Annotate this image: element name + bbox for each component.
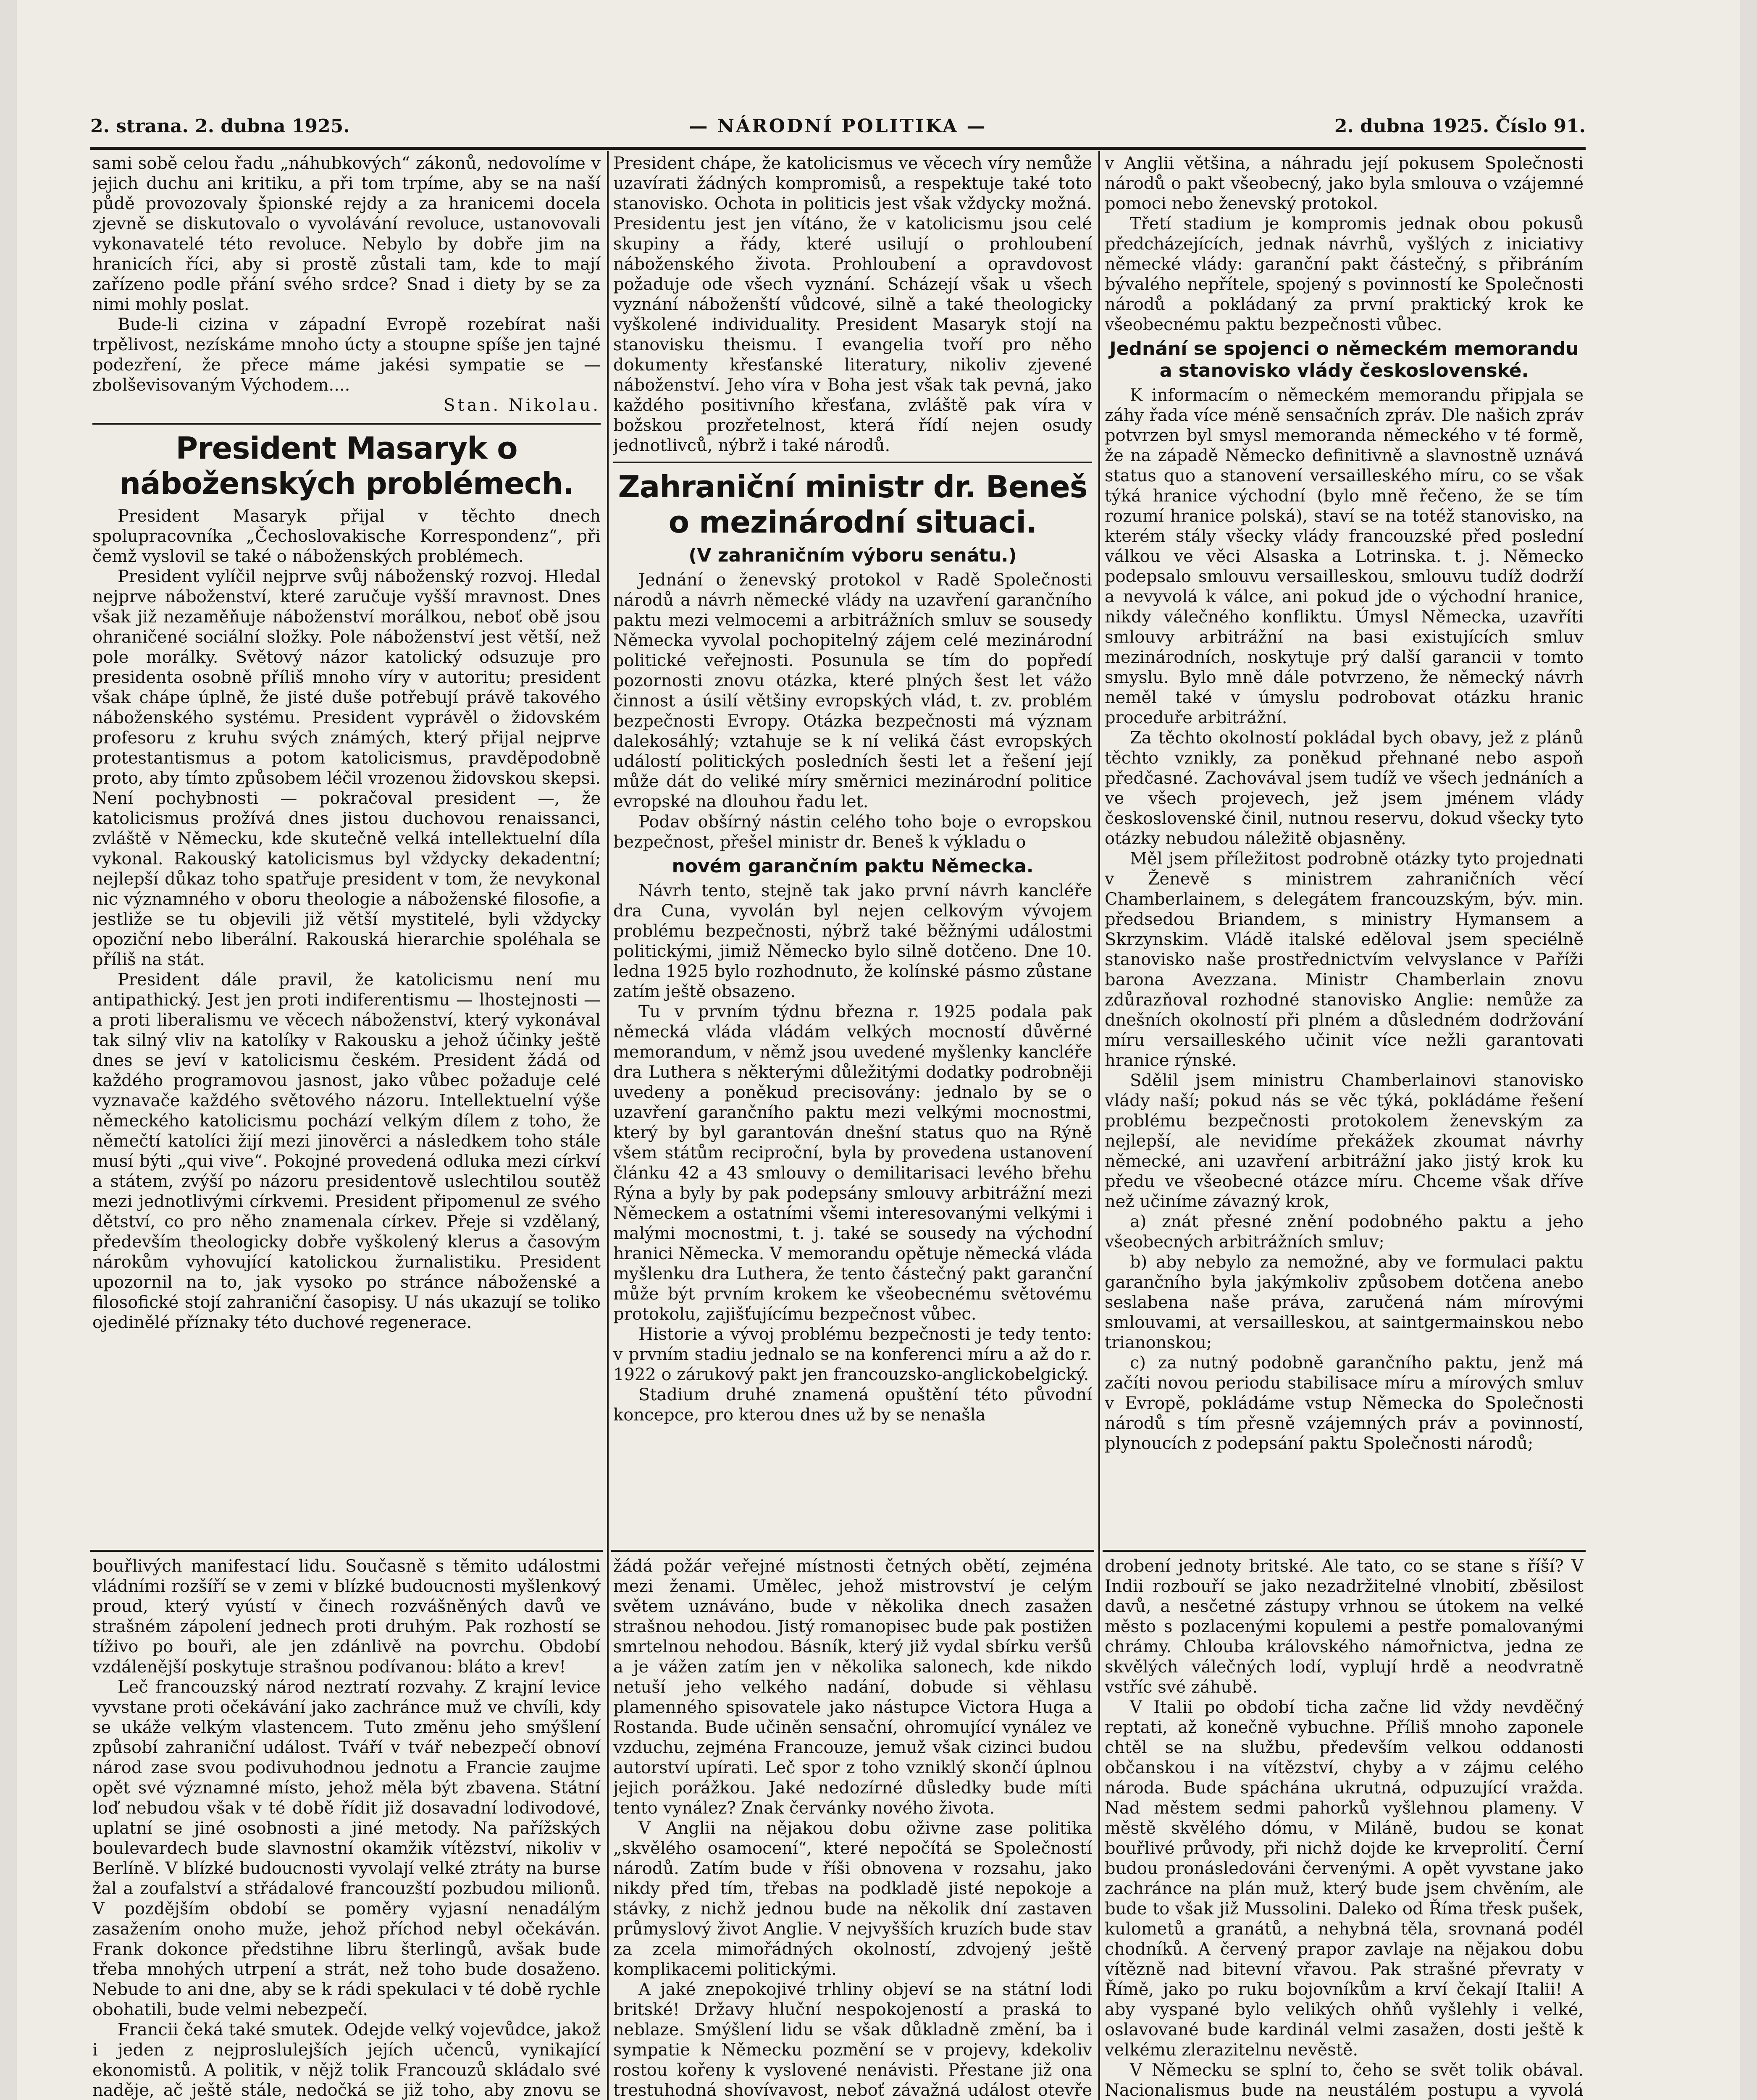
column-1-top	[92, 153, 601, 1548]
header-masthead: — NÁRODNÍ POLITIKA —	[689, 116, 987, 137]
col3-paragraph-5: Měl jsem příležitost podrobně otázky tyto projednati v Ženevě s ministrem zahraničních věcí Chamberlainem, s delegátem francouzským, býv. min. předsedou Briandem, s ministry Hymansem a Skrzynskim. Vládě italské eděloval jsem speciélně stanovisko naše prostřednictvím velvyslance v Paříži barona Avezzana. Ministr Chamberlain znovu zdůrazňoval rozhodné stanovisko Anglie: nemůže za dnešních okolností při plném a důsledném dodržování míru versailleského učinit více nežli garantovati hranice rýnské.	[1105, 849, 1584, 1070]
col1-bottom-text: bouřlivých manifestací lidu. Současně s těmito událostmi vládními rozšíří se v zemi v blízké budoucnosti myšlenkový proud, který vyústí v činech rozvášněných davů ve strašném zápolení jednech proti druhým. Pak rozhostí se tíživo po bouři, ale jen zdánlivě na povrchu. Období vzdálenější poskytuje strašnou podívanou: bláto a krev!	[92, 1557, 601, 1677]
column-3-top	[1105, 153, 1584, 1548]
col3-intro: v Anglii většina, a náhradu její pokusem Společnosti národů o pakt všeobecný, jako byla smlouva o vzájemné pomoci nebo ženevský protokol.	[1105, 154, 1584, 213]
column-1-bottom	[92, 1556, 601, 2100]
section-divider-1	[90, 1550, 603, 1552]
column-divider-1	[607, 151, 609, 2100]
masaryk-paragraph-2: President vylíčil nejprve svůj náboženský rozvoj. Hledal nejprve náboženství, které zaručuje vyšší mravnost. Dnes však již nezaměňuje náboženství morálkou, neboť obě jsou ohraničené sociální složky. Pole náboženství jest větší, než pole morálky. Světový názor katolický odsuzuje pro presidenta osobně příliš mnoho víry v autoritu; president však chápe úplně, že jisté duše potřebují právě takového náboženského systému. President vyprávěl o židovském profesoru z kruhu svých známých, který přijal nejprve protestantismus a potom katolicismus, pravděpodobně proto, aby tímto způsobem léčil vrozenou židovskou skepsi. Není pochybnosti — pokračoval president —, že katolicismus prožívá dnes jistou duchovou renaissanci, zvláště v Německu, kde skutečně velká intellektuelní díla vykonal. Rakouský katolicismus byl vždycky dekadentní; nejlepší důkaz toho spatřuje president v tom, že nevykonal nic významného v oboru theologie a náboženské filosofie, a jestliže se tu objevili již větší mystitelé, byli vždycky opoziční nebo liberální. Rakouská hierarchie spoléhala se příliš na stát.	[92, 567, 601, 969]
benes-paragraph-4: Tu v prvním týdnu března r. 1925 podala pak německá vláda vládám velkých mocností důvěrné memorandum, v němž jsou uvedené myšlenky kancléře dra Luthera s některými důležitými dodatky podrobněji uvedeny a poněkud precisovány: jednalo by se o uzavření garančního paktu mezi velkými mocnostmi, který by byl garantován dnešní status quo na Rýně všem státům reciproční, byla by provedena ustanovení článku 42 a 43 smlouvy o demilitarisaci levého břehu Rýna a byly by pak podepsány smlouvy arbitrážní mezi Německem a ostatními všemi interesovanými velkými i malými mocnostmi, t. j. také se sousedy na východní hranici Německa. V memorandu opětuje německá vláda myšlenku dra Luthera, že tento částečný pakt garanční může být prvním krokem ke všeobecnému světovému protokolu, zajišťujícímu bezpečnost vůbec.	[613, 1002, 1092, 1324]
benes-paragraph-5: Historie a vývoj problému bezpečnosti je tedy tento: v prvním stadiu jednalo se na konferenci míru a až do r. 1922 o zárukový pakt jen francouzsko-anglickobelgický.	[613, 1325, 1092, 1384]
col3-paragraph-3: K informacím o německém memorandu připjala se záhy řada více méně sensačních zpráv. Dle našich zpráv potvrzen byl smysl memoranda německého v té formě, že na západě Německo definitivně a slavnostně uznává status quo a stanovení versailleského míru, co se však týká hranice východní (bylo mně řečeno, že se tím rozumí hranice polská), staví se na totéž stanovisko, na kterém stály všecky vlády francouzské před poslední válkou ve věci Alsaska a Lotrinska. t. j. Německo podepsalo smlouvu versailleskou, smlouvu tudíž dodrží a nevyvolá k válce, ani pokud jde o východní hranice, nikdy válečného konfliktu. Úmysl Německa, uzavříti smlouvy arbitrážní na basi existujících smluv mezinárodních, noskytuje prý další garancii v tomto smyslu. Bylo mně dále potvrzeno, že německý návrh neměl také v úmyslu podrobovat otázku hranic proceduře arbitrážní.	[1105, 386, 1584, 727]
header-page-date: 2. strana. 2. dubna 1925.	[90, 116, 350, 137]
masaryk-paragraph-1: President Masaryk přijal v těchto dnech spolupracovníka „Čechoslovakische Korrespondenz“, při čemž vyslovil se také o náboženských problémech.	[92, 507, 601, 566]
article-byline: Stan. Nikolau.	[444, 396, 601, 415]
col3-paragraph-2: Třetí stadium je kompromis jednak obou pokusů předcházejících, jednak návrhů, vyšlých z iniciativy německé vlády: garanční pakt částečný, s přibráním bývalého nepřítele, spojený s povinností ke Společnosti národů a pokládaný za první praktický krok ke všeobecnému paktu bezpečnosti vůbec.	[1105, 214, 1584, 334]
header-date-issue: 2. dubna 1925. Číslo 91.	[1334, 116, 1586, 137]
col2-intro: President chápe, že katolicismus ve věcech víry nemůže uzavírati žádných kompromisů, a respektuje také toto stanovisko. Ochota in politicis jest však vždycky možná. Presidentu jest jen vítáno, že v katolicismu jsou celé skupiny a řády, které usilují o prohloubení náboženského života. Prohloubení a opravdovost požaduje ode všech vyznání. Scházejí však u všech vyznání náboženští vůdcové, silně a také theologicky vyškolené individuality. President Masaryk stojí na stanovisku theismu. I evangelia tvoří pro něho dokumenty křesťanské literatury, nikoliv zjevené náboženství. Jeho víra v Boha jest však tak pevná, jako každého positivního křesťana, zvláště pak víra v božskou prozřetelnost, která řídí nejen osudy jednotlivců, nýbrž i také národů.	[613, 154, 1092, 455]
masaryk-paragraph-3: President dále pravil, že katolicismu není mu antipathický. Jest jen proti indiferentismu — lhostejnosti — a proti liberalismu ve věcech náboženství, který vykonával tak silný vliv na katolíky v Rakousku a jehož účinky ještě dnes se jeví v katolicismu českém. President žádá od každého programovou jasnost, jako vůbec požaduje celé vyznavače každého světového názoru. Intellektuelní výše německého katolicismu pochází velkým dílem z toho, že němečtí katolíci žijí mezi jinověrci a následkem toho stále musí býti „qui vive“. Pokojné provedená odluka mezi církví a státem, zvýší po názoru presidentově uslechtilou soutěž mezi jednotlivými církvemi. President připomenul ze svého dětství, co pro něho znamenala církev. Přeje si vzdělaný, především theologicky dobře vyškolený klerus a časovým nárokům vyhovující katolickou žurnalistiku. President upozornil na to, jak vysoko po stránce náboženské a filosofické stojí zahraniční časopisy. U nás ukazují se toliko ojedinělé příznaky této duchové regenerace.	[92, 970, 601, 1332]
section-divider-3	[1103, 1550, 1586, 1552]
col2-bottom-paragraph-2: V Anglii na nějakou dobu oživne zase politika „skvělého osamocení“, které nepočítá se Společností národů. Zatím bude v říši obnovena v rozsahu, jako nikdy před tím, třebas na podkladě jisté nepokoje a stávky, z nichž jednou bude na několik dní zastaven průmyslový život Anglie. V nejvyšších kruzích bude stav za zcela mimořádných okolností, zdvojený ještě komplikacemi politickými.	[613, 1819, 1092, 1979]
page-header	[90, 116, 1586, 145]
col3-paragraph-4: Za těchto okolností pokládal bych obavy, jež z plánů těchto vznikly, za poněkud přehnané nebo aspoň předčasné. Zachovával jsem tudíž ve všech jednáních a ve všech projevech, jež jsem jménem vlády československé činil, nutnou reservu, dokud všecky tyto otázky nebudou náležitě objasněny.	[1105, 728, 1584, 848]
col3-bottom-paragraph-3: V Německu se splní to, čeho se svět tolik obával. Nacionalismus bude na neustálém postupu a vyvolá	[1105, 2061, 1584, 2100]
col2-bottom-text: žádá požár veřejné místnosti četných obětí, zejména mezi ženami. Umělec, jehož mistrovství je celým světem uznáváno, bude v několika dnech zasažen strašnou nehodou. Jistý romanopisec bude pak postižen smrtelnou nehodou. Básník, který již vydal sbírku veršů a je vážen zatím jen v několika salonech, kde nikdo netuší jeho velkého nadání, dobude si věhlasu plamenného spisovatele jako nástupce Victora Huga a Rostanda. Bude učiněn sensační, ohromující vynález ve vzduchu, zejména Francouze, jemuž však cizinci budou autorství upírati. Leč spor z toho vzniklý skončí úplnou jejich porážkou. Jaké nedozírné důsledky bude míti tento vynález? Znak červánky nového života.	[613, 1557, 1092, 1818]
col1-bottom-paragraph-2: Leč francouzský národ neztratí rozvahy. Z krajní levice vyvstane proti očekávání jako zachránce muž ve chvíli, kdy se ukáže velkým vlastencem. Tuto změnu jeho smýšlení způsobí zahraniční událost. Tváří v tvář nebezpečí obnoví národ zase svou podivuhodnou jednotu a Francie zaujme opět své významné místo, jehož měla být zbavena. Státní loď nebudou však v té době řídit již dosavadní lodivodové, uplatní se jiné osobnosti a jiné metody. Na pařížských boulevardech bude slavnostní okamžik vítězství, nikoliv v Berlíně. V blízké budoucnosti vyvolají velké ztráty na burse žal a zoufalství a střádalové francouzští pozbudou milionů. V pozdějším období se poměry vyjasní nenadálým zasažením onoho muže, jehož příchod nebyl očekáván. Frank dokonce předstihne libru šterlingů, avšak bude třeba mnohých utrpení a strát, než toho bude dosaženo. Nebude to ani dne, aby se k rádi spekulaci v té době rychle obohatili, bude velmi nebezpečí.	[92, 1677, 601, 2019]
column-2-top	[613, 153, 1092, 1548]
column-divider-2	[1098, 151, 1100, 2100]
article-divider	[92, 423, 601, 425]
column-2-bottom	[613, 1556, 1092, 2100]
col3-bottom-paragraph-2: V Italii po období ticha začne lid vždy nevděčný reptati, až konečně vybuchne. Příliš mnoho zaponele chtěl se na službu, především velkou oddanosti občanskou i na vítězství, chyby a v zájmu celého národa. Bude spáchána ukrutná, odpuzující vražda. Nad městem sedmi pahorků vyšlehnou plameny. V městě skvělého dómu, v Miláně, budou se konat bouřlivé průvody, při nichž dojde ke krveprolití. Černí budou pronásledováni červenými. A opět vyvstane jako zachránce na plán muž, který bude jsem chvěním, ale bude to však již Mussolini. Daleko od Říma třesk pušek, kulometů a granátů, a nehybná těla, srovnaná podél chodníků. A červený prapor zavlaje na nějakou dobu vítězně nad bitevní vřavou. Pak strašné převraty v Římě, jako po ruku bojovníkům a krví čekají Italii! A aby vyspané bylo velikých ohňů vyšlehly i velké, oslavované bude kardinál velmi zasažen, dosti ještě k velkému zlerazitelnu nevěstě.	[1105, 1698, 1584, 2060]
col1-bottom-paragraph-3: Francii čeká také smutek. Odejde velký vojevůdce, jakož i jeden z nejproslulejších jejích učenců, vynikající ekonomistů. A politik, v nějž tolik Francouzů skládalo své naděje, ač ještě stále, nedočká se již toho, aby znovu se	[92, 2020, 601, 2100]
header-rule	[90, 147, 1586, 150]
article-subtitle-benes: (V zahraničním výboru senátu.)	[688, 545, 1017, 566]
scan-shadow-left	[0, 0, 17, 2100]
col3-list-item-a: a) znát přesné znění podobného paktu a jeho všeobecných arbitrážních smluv;	[1105, 1212, 1584, 1252]
col1-intro: sami sobě celou řadu „náhubkových“ zákonů, nedovolíme v jejich duchu ani kritiku, a při tom trpíme, aby se na naší půdě provozovaly špionské rejdy a za hranicemi docela zjevně se diskutovalo o vyvolávání revoluce, ustanovovali vykonavatelé této revoluce. Nebylo by dobře jim na hranicích říci, aby si prostě zůstali tam, kde to mají zařízeno podle přání svého srdce? Snad i diety by se za nimi mohly poslat.	[92, 154, 601, 314]
column-3-bottom	[1105, 1556, 1584, 2100]
col3-list-item-c: c) za nutný podobně garančního paktu, jenž má začíti novou periodu stabilisace míru a mírových smluv v Evropě, pokládáme vstup Německa do Společnosti národů s tím přesně vzájemných práv a povinností, plynoucích z podepsání paktu Společnosti národů;	[1105, 1353, 1584, 1453]
scan-shadow-right	[1740, 0, 1757, 2100]
col3-list-item-b: b) aby nebylo za nemožné, aby ve formulaci paktu garančního byla jakýmkoliv způsobem dotčena anebo seslabena naše práva, zaručená nám mírovými smlouvami, at versailleskou, at saintgermainskou nebo trianonskou;	[1105, 1252, 1584, 1352]
col3-subhead: Jednání se spojenci o německém memorandu a stanovisko vlády československé.	[1109, 338, 1579, 381]
article-divider	[613, 462, 1092, 463]
section-divider-2	[611, 1550, 1094, 1552]
benes-paragraph-2: Podav obšírný nástin celého toho boje o evropskou bezpečnost, přešel ministr dr. Beneš k výkladu o	[613, 812, 1092, 852]
col1-paragraph: Bude-li cizina v západní Evropě rozebírat naši trpělivost, nezískáme mnoho úcty a stoupne spíše jen tajné podezření, že přece máme jakési sympatie se — zbolševisovaným Východem....	[92, 315, 601, 395]
article-headline-benes: Zahraniční ministr dr. Beneš o mezinárodní situaci.	[618, 469, 1087, 540]
benes-subhead: novém garančním paktu Německa.	[672, 856, 1034, 877]
col3-paragraph-6: Sdělil jsem ministru Chamberlainovi stanovisko vlády naší; pokud nás se věc týká, pokládáme řešení problému bezpečnosti protokolem ženevským za nejlepší, ale nevidíme překážek zkoumat návrhy německé, ani uzavření arbitrážní jako jistý krok ku předu ve všeobecné otázce míru. Chceme však dříve než učiníme závazný krok,	[1105, 1071, 1584, 1211]
col2-bottom-paragraph-3: A jaké znepokojivé trhliny objeví se na státní lodi britské! Državy hluční nespokojeností a praská to neblaze. Smýšlení lidu se však důkladně změní, ba i sympatie k Německu pozmění se v projevy, kdekoliv rostou kořeny k vyslovené nenávisti. Přestane již ona trestuhodná shovívavost, neboť závažná událost otevře	[613, 1980, 1092, 2100]
benes-paragraph-6: Stadium druhé znamená opuštění této původní koncepce, pro kterou dnes už by se nenašla	[613, 1385, 1092, 1425]
benes-paragraph-3: Návrh tento, stejně tak jako první návrh kancléře dra Cuna, vyvolán byl nejen celkovým vývojem problému bezpečnosti, nýbrž také běžnými událostmi politickými, jimiž Německo bylo silně dotčeno. Dne 10. ledna 1925 bylo rozhodnuto, že kolínské pásmo zůstane zatím ještě obsazeno.	[613, 881, 1092, 1001]
article-headline-masaryk: President Masaryk o náboženských problémech.	[119, 430, 574, 501]
col3-bottom-text: drobení jednoty britské. Ale tato, co se stane s říší? V Indii rozbouří se jako nezadržitelné vlnobití, zběsilost davů, a nesčetné zástupy vrhnou se útokem na velké město s pozlacenými kopulemi a pestře pomalovanými chrámy. Chlouba královského námořnictva, jedna ze skvělých válečných lodí, vyplují hrdě a neodvratně vstříc své záhubě.	[1105, 1557, 1584, 1697]
benes-paragraph-1: Jednání o ženevský protokol v Radě Společnosti národů a návrh německé vlády na uzavření garančního paktu mezi velmocemi a arbitrážních smluv se sousedy Německa vyvolal pochopitelný zájem celé mezinárodní politické veřejnosti. Posunula se tím do popředí pozornosti znovu otázka, které plných šest let vážo činnost a úsilí většiny evropských vlád, t. zv. problém bezpečnosti Evropy. Otázka bezpečnosti má význam dalekosáhlý; vztahuje se k ní veliká část evropských událostí politických posledních šesti let a řešení její může dát do veliké míry směrnici mezinárodní politice evropské na dlouhou řadu let.	[613, 570, 1092, 811]
